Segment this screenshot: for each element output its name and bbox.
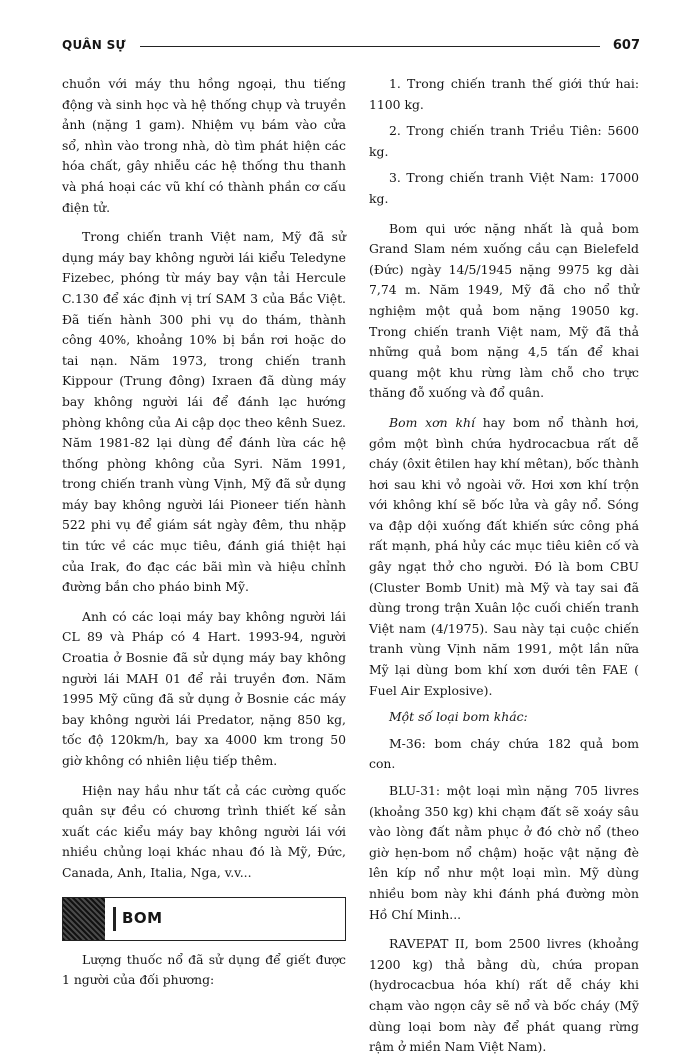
right-column [369,74,639,1058]
paragraph: chuồn với máy thu hồng ngoại, thu tiếng động và sinh học và hệ thống chụp và truyền ảnh (nặng 1 gam). Nhiệm vụ bám vào cửa sổ, nhìn vào trong nhà, dò tìm phát hiện các hóa chất, gây nhiễu các hệ thống thu thanh và phá hoại các vũ khí có thành phần cơ cấu điện tử. [62,76,346,215]
left-column [62,74,346,991]
paragraph-text: hay bom nổ thành hơi, gồm một bình chứa hydrocacbua rất dễ cháy (ôxit êtilen hay khí mêtan), bốc thành hơi sau khi vỏ ngoài vỡ. Hơi xơn khí trộn với không khí sẽ bốc lửa và gây nổ. Sóng va đập dội xuống đất khiến sức công phá rất mạnh, phá hủy các mục tiêu kiên cố và gây ngạt thở cho người. Đó là bom CBU (Cluster Bomb Unit) mà Mỹ và tay sai đã dùng trong trận Xuân lộc cuối chiến tranh Việt nam (4/1975). Sau này tại cuộc chiến tranh vùng Vịnh năm 1991, một lần nữa Mỹ lại dùng bom khí xơn dưới tên FAE ( Fuel Air Explosive). [369,414,639,698]
section-heading-box [62,897,346,941]
section-marker-icon [63,898,105,940]
list-item: 2. Trong chiến tranh Triều Tiên: 5600 kg. [369,123,639,159]
heading-bar [113,907,116,931]
list-item: 1. Trong chiến tranh thế giới thứ hai: 1100 kg. [369,76,639,112]
paragraph: Lượng thuốc nổ đã sử dụng để giết được 1 người của đối phương: [62,951,346,988]
subheading: Một số loại bom khác: [389,709,528,725]
italic-term: Bom xơn khí [389,414,475,430]
paragraph: Hiện nay hầu như tất cả các cường quốc quân sự đều có chương trình thiết kế sản xuất các kiểu máy bay không người lái với nhiều chủng loại khác nhau đó là Mỹ, Đức, Canada, Anh, Italia, Nga, v.v... [62,782,346,880]
paragraph: Anh có các loại máy bay không người lái CL 89 và Pháp có 4 Hart. 1993-94, người Croatia ở Bosnie đã sử dụng máy bay không người lái MAH 01 để rải truyền đơn. Năm 1995 Mỹ cũng đã sử dụng ở Bosnie các máy bay không người lái Predator, nặng 850 kg, tốc độ 120km/h, bay xa 4000 km trong 50 giờ không có nhiên liệu tiếp thêm. [62,608,346,768]
header-rule [140,46,600,47]
list-item: 3. Trong chiến tranh Việt Nam: 17000 kg. [369,170,639,206]
paragraph: Bom qui ước nặng nhất là quả bom Grand Slam ném xuống cầu cạn Bielefeld (Đức) ngày 14/5/1945 nặng 9975 kg dài 7,74 m. Năm 1949, Mỹ đã cho nổ thử nghiệm một quả bom nặng 19050 kg. Trong chiến tranh Việt nam, Mỹ đã thả những quả bom nặng 4,5 tấn để khai quang một khu rừng làm chỗ cho trực thăng đỗ xuống và đổ quân. [369,220,639,401]
section-heading: BOM [122,909,163,928]
paragraph: RAVEPAT II, bom 2500 livres (khoảng 1200 kg) thả bằng dù, chứa propan (hydrocacbua hóa khí) rất dễ cháy khi chạm vào ngọn cây sẽ nổ và bốc cháy (Mỹ dùng loại bom này để phát quang rừng rậm ở miền Nam Việt Nam). [369,936,639,1055]
page-number: 607 [612,38,640,53]
running-head-section: QUÂN SỰ [62,38,126,52]
paragraph: M-36: bom cháy chứa 182 quả bom con. [369,735,639,772]
paragraph [369,413,639,701]
paragraph: BLU-31: một loại mìn nặng 705 livres (khoảng 350 kg) khi chạm đất sẽ xoáy sâu vào lòng đất nằm phục ở đó chờ nổ (theo giờ hẹn-bom nổ chậm) hoặc vật nặng đè lên kíp nổ như một loại mìn. Mỹ dùng nhiều bom này khi đánh phá đường mòn Hồ Chí Minh... [369,783,639,922]
paragraph: Trong chiến tranh Việt nam, Mỹ đã sử dụng máy bay không người lái kiểu Teledyne Fizebec, phóng từ máy bay vận tải Hercule C.130 để xác định vị trí SAM 3 của Bắc Việt. Đã tiến hành 300 phi vụ do thám, thành công 40%, khoảng 10% bị bắn rơi hoặc do tai nạn. Năm 1973, trong chiến tranh Kippour (Trung đông) Ixraen đã dùng máy bay không người lái để đánh lạc hướng phòng không của Ai cập dọc theo kênh Suez. Năm 1981-82 lại dùng để đánh lừa các hệ thống phòng không của Syri. Năm 1991, trong chiến tranh vùng Vịnh, Mỹ đã sử dụng máy bay không người lái Pioneer tiến hành 522 phi vụ để giám sát ngày đêm, thu nhặp tin tức về các mục tiêu, đánh giá thiệt hại của Irak, đo đạc các bãi mìn và hiệu chỉnh đường bắn cho pháo binh Mỹ. [62,229,346,595]
page-header [62,20,640,60]
